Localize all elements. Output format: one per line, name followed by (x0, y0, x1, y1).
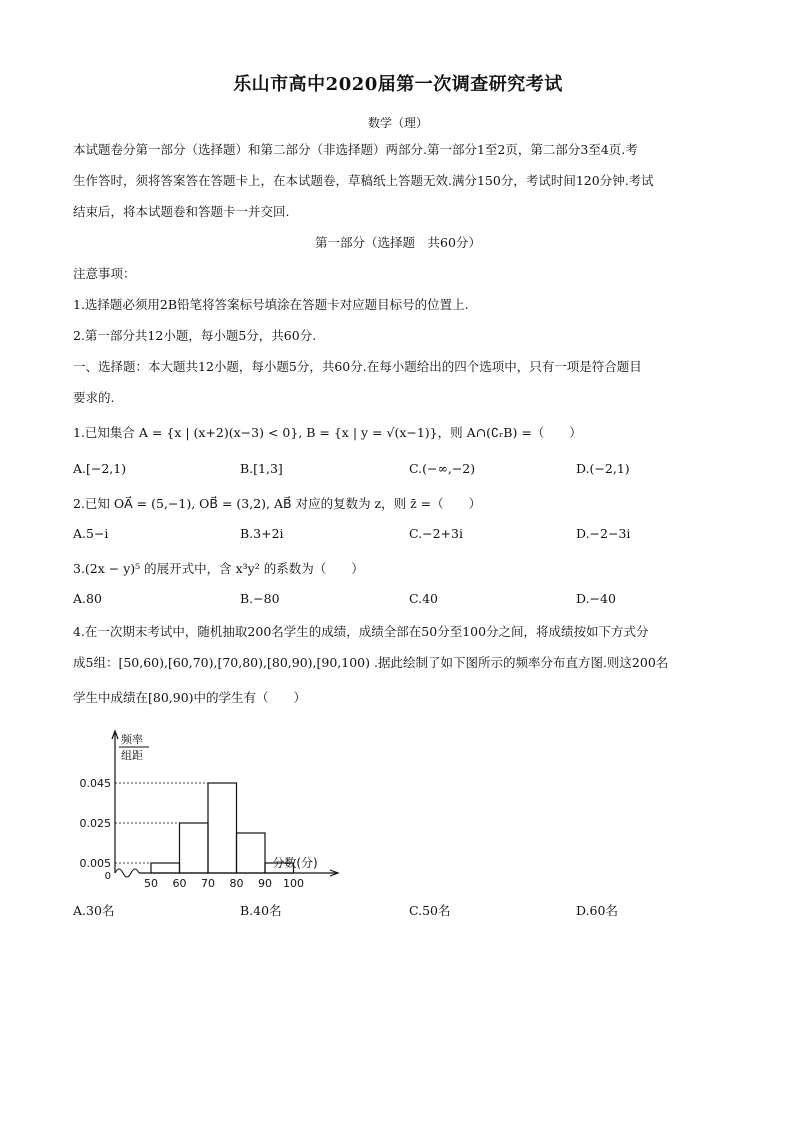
y-tick-label: 0.025 (79, 817, 111, 830)
intro-line: 结束后，将本试题卷和答题卡一并交回. (73, 204, 290, 219)
question-4-stem: 4.在一次期末考试中，随机抽取200名学生的成绩，成绩全部在50分至100分之间，将成绩按如下方式分 (73, 624, 649, 639)
note-item: 2.第一部分共12小题，每小题5分，共60分. (73, 328, 317, 343)
option-d: D.−2−3i (576, 526, 631, 541)
y-tick-label: 0.005 (79, 857, 111, 870)
option-c: C.−2+3i (409, 526, 463, 541)
question-3-options (73, 584, 723, 614)
question-1-stem: 1.已知集合 A = {x | (x+2)(x−3) < 0}, B = {x | y = √(x−1)}，则 A∩(∁ᵣB) =（ ） (73, 425, 582, 440)
histogram-bar (151, 863, 180, 873)
section-instruction: 要求的. (73, 390, 115, 405)
section-instruction: 一、选择题：本大题共12小题，每小题5分，共60分.在每小题给出的四个选项中，只有一项是符合题目 (73, 359, 642, 374)
intro-line: 生作答时，须将答案答在答题卡上，在本试题卷，草稿纸上答题无效.满分150分，考试时间120分钟.考试 (73, 173, 654, 188)
page-subtitle: 数学（理） (367, 116, 428, 130)
question-4-options (73, 896, 723, 926)
x-tick-label: 100 (283, 877, 304, 890)
origin-label: 0 (104, 871, 111, 882)
option-d: D.(−2,1) (576, 461, 630, 476)
question-2-stem: 2.已知 OA⃗ = (5,−1), OB⃗ = (3,2), AB⃗ 对应的复数为 z，则 z̄ =（ ） (73, 496, 482, 511)
option-b: B.3+2i (240, 526, 284, 541)
x-tick-label: 60 (172, 877, 187, 890)
x-axis-label: 分数(分) (272, 856, 318, 870)
y-axis-label-numerator: 频率 (121, 733, 143, 746)
option-a: A.30名 (73, 903, 115, 918)
histogram-bar (180, 823, 209, 873)
page-title: 乐山市高中2020届第一次调查研究考试 (233, 74, 563, 95)
note-item: 1.选择题必须用2B铅笔将答案标号填涂在答题卡对应题目标号的位置上. (73, 297, 469, 312)
option-d: D.−40 (576, 591, 616, 606)
notes-title: 注意事项： (73, 266, 136, 281)
histogram-bar (237, 833, 266, 873)
x-tick-label: 70 (201, 877, 215, 890)
option-b: B.−80 (240, 591, 280, 606)
frequency-histogram (73, 723, 723, 898)
x-tick-label: 90 (258, 877, 272, 890)
intro-paragraph (73, 134, 723, 227)
part1-heading: 第一部分（选择题 共60分） (315, 235, 481, 250)
x-axis-break (115, 869, 139, 877)
option-a: A.[−2,1) (73, 461, 127, 476)
x-tick-label: 80 (229, 877, 244, 890)
question-2-options (73, 519, 723, 549)
option-a: A.5−i (73, 526, 109, 541)
option-b: B.40名 (240, 903, 282, 918)
question-4-stem: 学生中成绩在[80,90)中的学生有（ ） (73, 690, 307, 705)
y-tick-label: 0.045 (79, 777, 111, 790)
question-1-options (73, 454, 723, 484)
option-c: C.40 (409, 591, 438, 606)
exam-page (73, 60, 723, 926)
question-4-stem: 成5组：[50,60),[60,70),[70,80),[80,90),[90,100) .据此绘制了如下图所示的频率分布直方图.则这200名 (73, 655, 669, 670)
option-d: D.60名 (576, 903, 618, 918)
histogram-svg (73, 723, 373, 898)
histogram-bar (208, 783, 237, 873)
intro-line: 本试题卷分第一部分（选择题）和第二部分（非选择题）两部分.第一部分1至2页，第二部分3至4页.考 (73, 142, 638, 157)
option-a: A.80 (73, 591, 102, 606)
option-c: C.50名 (409, 903, 451, 918)
question-3-stem: 3.(2x − y)⁵ 的展开式中，含 x³y² 的系数为（ ） (73, 561, 364, 576)
option-b: B.[1,3] (240, 461, 283, 476)
y-axis-label-denominator: 组距 (121, 749, 143, 762)
option-c: C.(−∞,−2) (409, 461, 476, 476)
x-tick-label: 50 (144, 877, 158, 890)
